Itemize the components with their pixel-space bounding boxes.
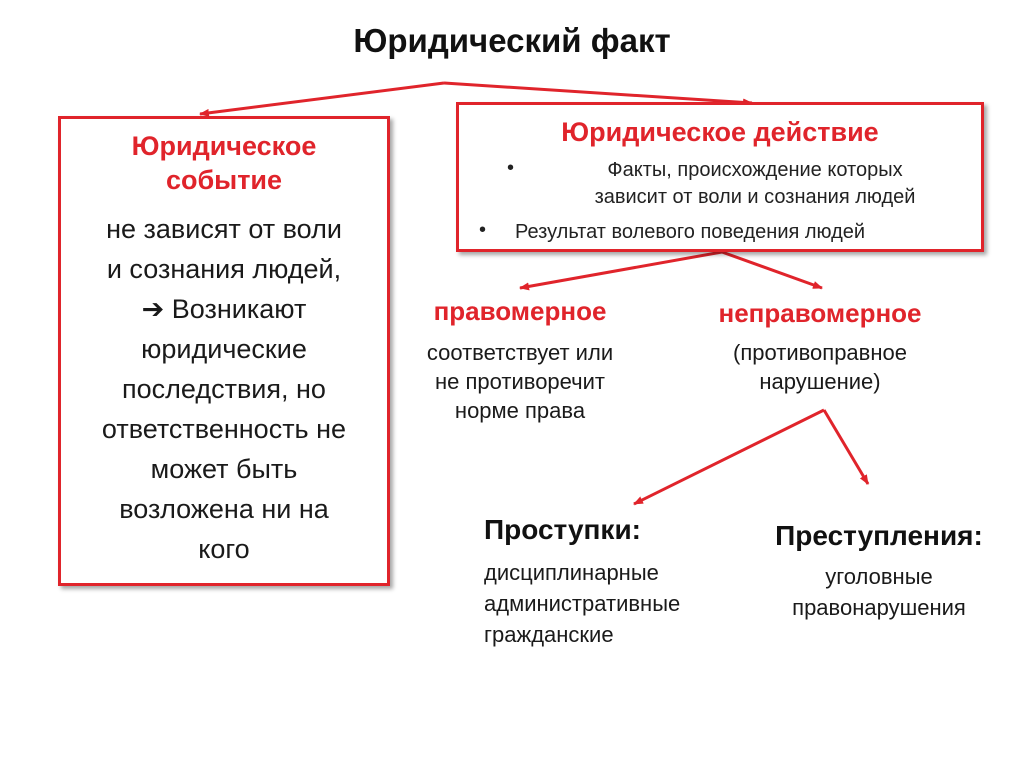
misdemeanor-item: дисциплинарные [484,560,659,585]
diagram-title: Юридический факт [353,22,671,59]
unlawful-description [670,338,970,396]
bullet-line: Факты, происхождение которых [607,159,903,181]
legal-action-bullet-2 [515,219,975,246]
legal-event-description [61,209,387,569]
crimes-desc-line: уголовные [825,564,933,589]
legal-event-title [61,129,387,197]
misdemeanor-item: административные [484,591,681,616]
lawful-desc-line: соответствует или [426,340,614,365]
bullet-icon: • [479,219,487,241]
legal-event-desc-line: ➔ Возникают [141,294,307,324]
legal-event-desc-line: ответственность не [101,414,347,444]
legal-event-desc-line: может быть [150,454,298,484]
crimes-title: Преступления: [775,520,983,551]
legal-event-desc-line: возложена ни на [119,494,329,524]
crimes-desc-line: правонарушения [792,595,966,620]
unlawful-desc-line: (противоправное [733,340,907,365]
legal-event-box [58,116,390,586]
arrow-to-unlawful [722,252,822,288]
crimes-description [744,561,1014,623]
legal-event-desc-line: кого [198,534,250,564]
lawful-description [390,338,650,425]
legal-action-title: Юридическое действие [561,117,879,147]
legal-event-desc-line: не зависят от воли [106,214,342,244]
legal-event-title-line2: событие [165,165,283,195]
bullet-icon: • [507,157,515,179]
lawful-title: правомерное [433,296,607,326]
legal-event-desc-line: юридические [141,334,307,364]
arrow-to-event [200,83,444,114]
legal-event-desc-line: и сознания людей, [106,254,342,284]
unlawful-title: неправомерное [718,298,922,328]
unlawful-desc-line: нарушение) [759,369,881,394]
arrow-to-crimes [824,410,868,484]
legal-action-box [456,102,984,252]
lawful-desc-line: норме права [454,398,586,423]
bullet-line: Результат волевого поведения людей [515,221,866,243]
misdemeanor-item: гражданские [484,622,614,647]
misdemeanors-title: Проступки: [484,514,641,545]
arrow-to-misdemeanors [634,410,824,504]
arrow-to-lawful [520,252,722,288]
legal-action-bullet-1 [535,157,975,211]
arrow-to-action [444,83,752,103]
legal-event-title-line1: Юридическое [131,131,317,161]
lawful-desc-line: не противоречит [434,369,605,394]
misdemeanors-list [484,557,680,650]
bullet-line: зависит от воли и сознания людей [594,186,916,208]
legal-event-desc-line: последствия, но [122,374,326,404]
